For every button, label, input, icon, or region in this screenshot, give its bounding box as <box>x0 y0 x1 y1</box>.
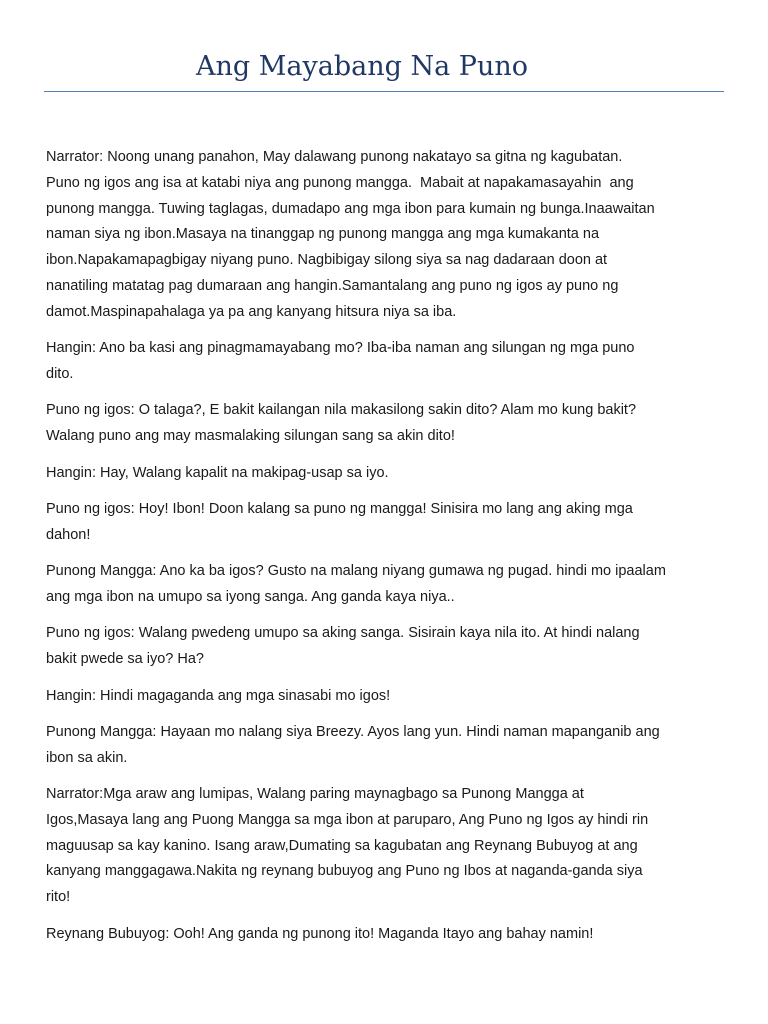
text-line: nanatiling matatag pag dumaraan ang hangin.Samantalang ang puno ng igos ay puno ng <box>46 277 619 294</box>
text-line: Narrator: Noong unang panahon, May dalawang punong nakatayo sa gitna ng kagubatan. <box>46 149 623 165</box>
text-line: punong mangga. Tuwing taglagas, dumadapo ang mga ibon para kumain ng bunga.Inaawaitan <box>46 200 655 217</box>
text-line: ibon sa akin. <box>46 749 128 766</box>
text-line: Puno ng igos ang isa at katabi niya ang punong mangga. Mabait at napakamasayahin ang <box>46 174 634 191</box>
text-line: Puno ng igos: Walang pwedeng umupo sa aking sanga. Sisirain kaya nila ito. At hindi nalang <box>46 625 640 642</box>
document-body <box>46 145 726 958</box>
paragraph-hangin-3 <box>46 684 726 710</box>
paragraph-puno-ng-igos-3 <box>46 621 726 673</box>
text-line: Hangin: Hay, Walang kapalit na makipag-usap sa iyo. <box>46 464 389 481</box>
text-line: Punong Mangga: Ano ka ba igos? Gusto na malang niyang gumawa ng pugad. hindi mo ipaalam <box>46 563 666 580</box>
text-line: kanyang manggagawa.Nakita ng reynang bubuyog ang Puno ng Ibos at naganda-ganda siya <box>46 863 643 880</box>
text-line: Narrator:Mga araw ang lumipas, Walang paring maynagbago sa Punong Mangga at <box>46 786 584 803</box>
text-line: Puno ng igos: O talaga?, E bakit kailangan nila makasilong sakin dito? Alam mo kung bakit? <box>46 402 637 419</box>
text-line: maguusap sa kay kanino. Isang araw,Dumating sa kagubatan ang Reynang Bubuyog at ang <box>46 837 638 854</box>
document-title: Ang Mayabang Na Puno <box>196 51 528 82</box>
text-line: rito! <box>46 889 71 906</box>
text-line: ibon.Napakamapagbigay niyang puno. Nagbibigay silong siya sa nag dadaraan doon at <box>46 252 608 269</box>
text-line: Reynang Bubuyog: Ooh! Ang ganda ng punong ito! Maganda Itayo ang bahay namin! <box>46 925 594 942</box>
text-line: Puno ng igos: Hoy! Ibon! Doon kalang sa puno ng mangga! Sinisira mo lang ang aking mga <box>46 500 633 517</box>
paragraph-narrator-intro <box>46 145 726 326</box>
paragraph-reynang-bubuyog-1 <box>46 922 726 948</box>
text-line: naman siya ng ibon.Masaya na tinanggap ng punong mangga ang mga kumakanta na <box>46 226 600 243</box>
paragraph-hangin-1 <box>46 336 726 388</box>
text-line: Hangin: Hindi magaganda ang mga sinasabi mo igos! <box>46 687 391 704</box>
paragraph-puno-ng-igos-2 <box>46 497 726 549</box>
text-line: Punong Mangga: Hayaan mo nalang siya Breezy. Ayos lang yun. Hindi naman mapanganib ang <box>46 723 660 740</box>
title-underline-rule <box>44 91 724 92</box>
text-line: damot.Maspinapahalaga ya pa ang kanyang hitsura niya sa iba. <box>46 303 457 320</box>
paragraph-punong-mangga-1 <box>46 559 726 611</box>
text-line: Igos,Masaya lang ang Puong Mangga sa mga ibon at paruparo, Ang Puno ng Igos ay hindi rin <box>46 811 649 828</box>
text-line: dahon! <box>46 526 91 543</box>
paragraph-hangin-2 <box>46 461 726 487</box>
text-line: ang mga ibon na umupo sa iyong sanga. Ang ganda kaya niya.. <box>46 588 455 605</box>
paragraph-narrator-2 <box>46 782 726 911</box>
text-line: Walang puno ang may masmalaking silungan sang sa akin dito! <box>46 428 455 445</box>
paragraph-punong-mangga-2 <box>46 720 726 772</box>
text-line: dito. <box>46 365 74 382</box>
text-line: Hangin: Ano ba kasi ang pinagmamayabang mo? Iba-iba naman ang silungan ng mga puno <box>46 340 635 357</box>
text-line: bakit pwede sa iyo? Ha? <box>46 651 204 668</box>
paragraph-puno-ng-igos-1 <box>46 398 726 450</box>
